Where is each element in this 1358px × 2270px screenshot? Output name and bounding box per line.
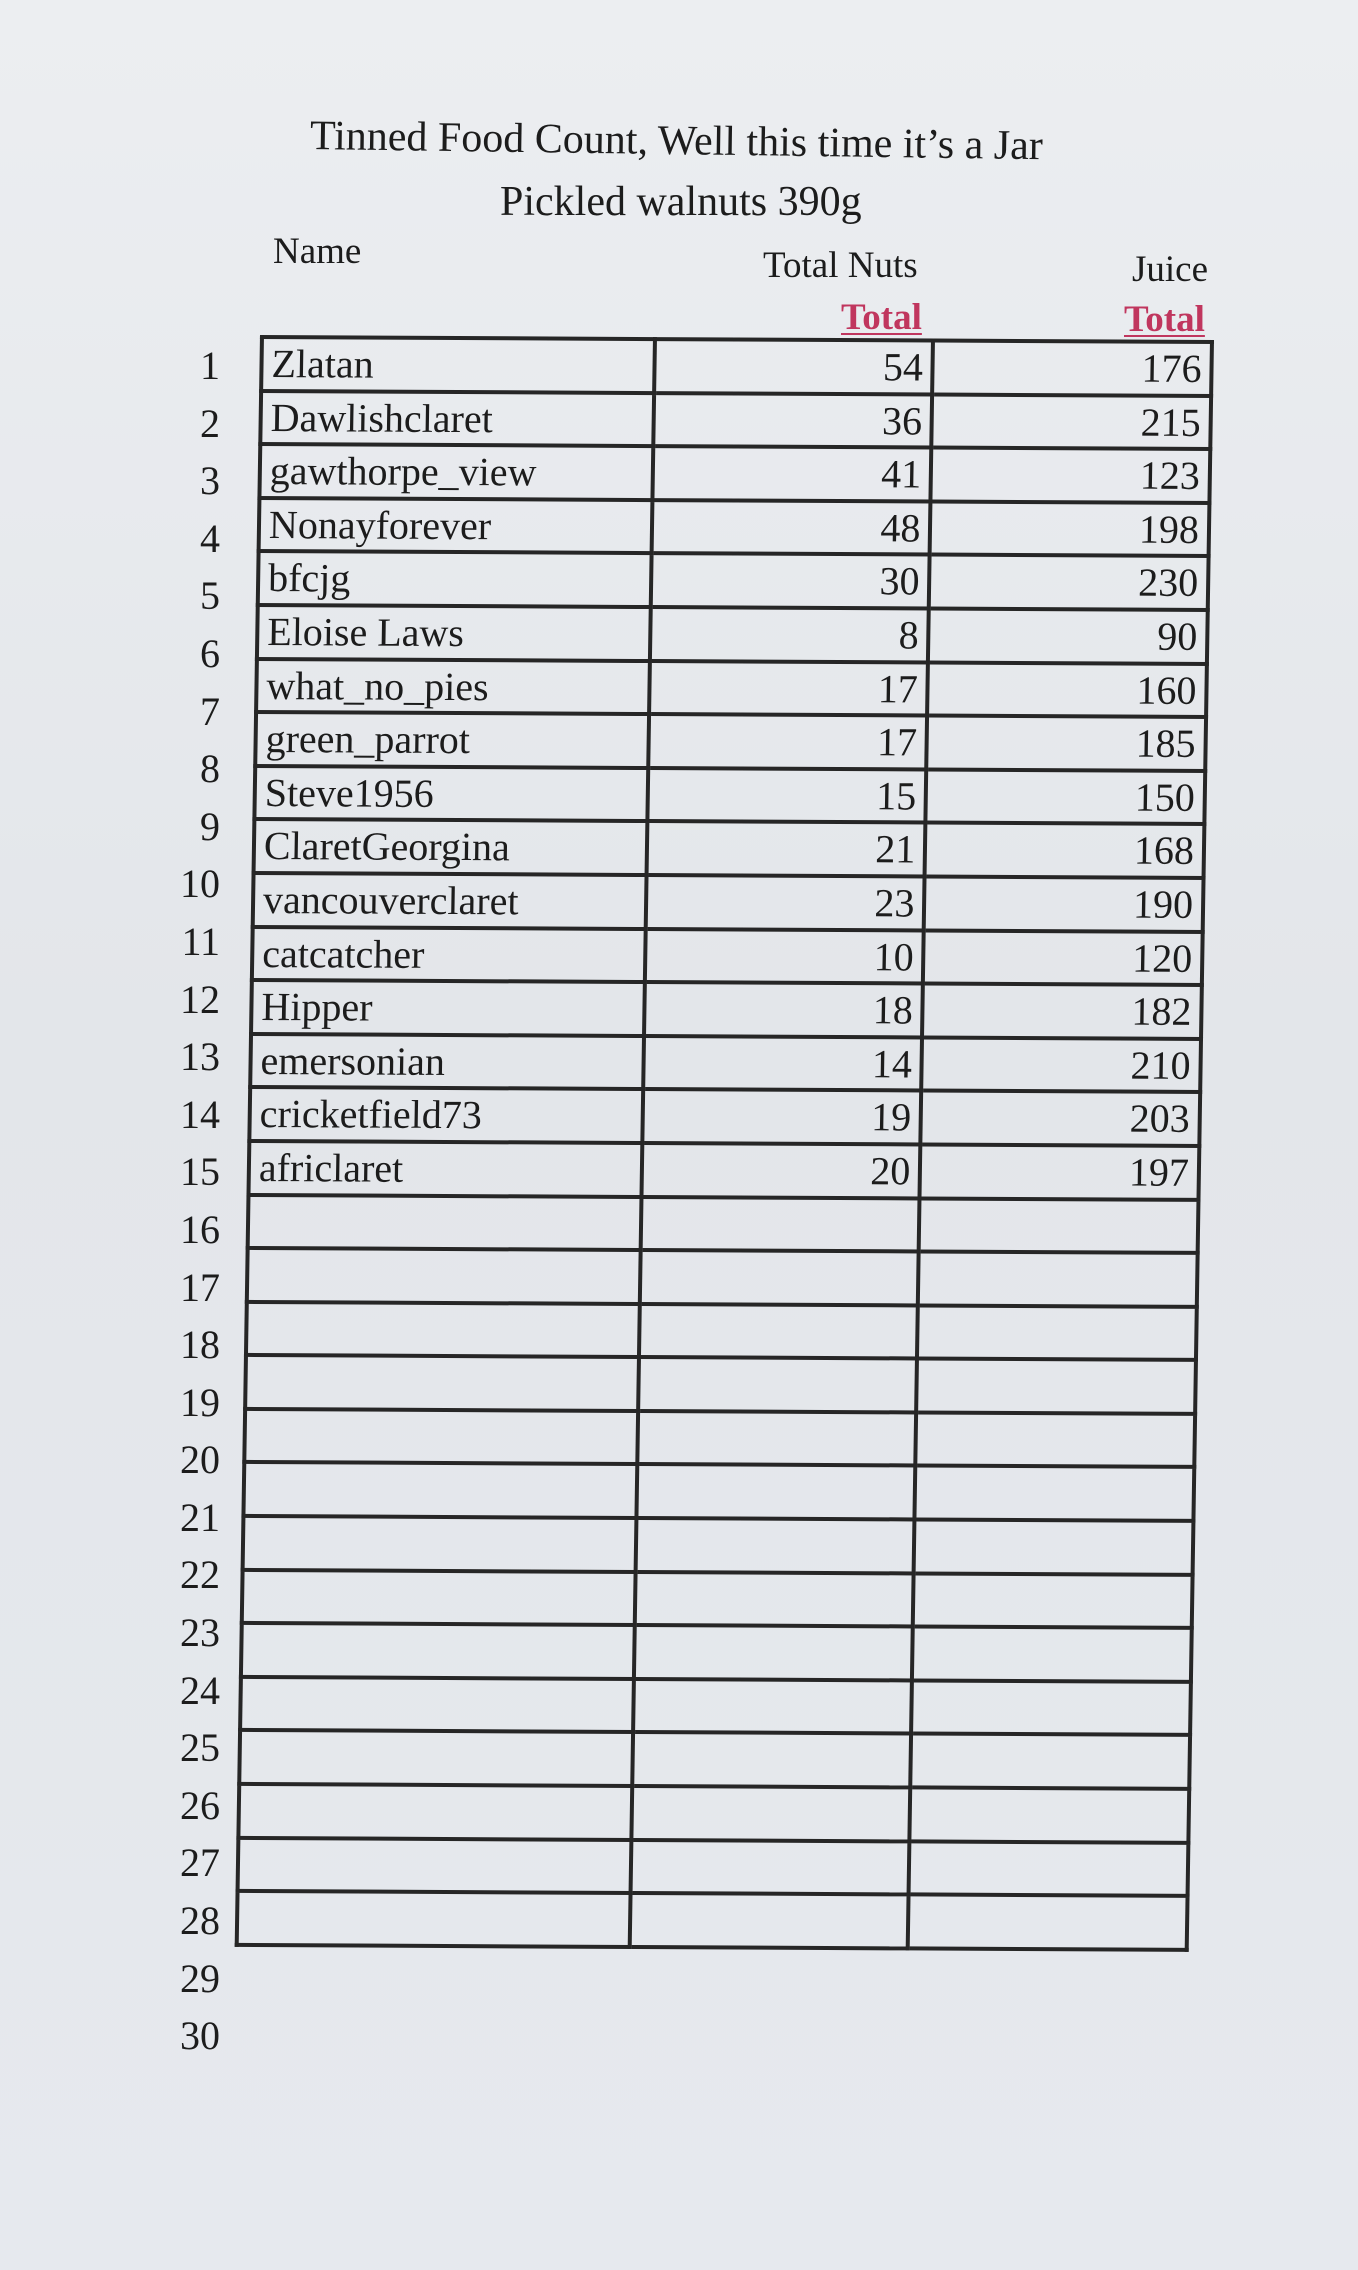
name-cell <box>239 1730 633 1786</box>
row-number: 19 <box>180 1379 220 1425</box>
juice-cell <box>911 1680 1190 1735</box>
row-number: 27 <box>180 1840 220 1886</box>
row-number: 24 <box>180 1667 220 1713</box>
juice-total-label: Total <box>1124 299 1205 340</box>
row-number: 26 <box>180 1782 220 1828</box>
juice-cell <box>911 1734 1190 1789</box>
juice-cell: 185 <box>927 716 1206 771</box>
row-number: 10 <box>180 861 220 907</box>
nuts-cell <box>638 1357 917 1412</box>
nuts-cell: 54 <box>654 339 933 394</box>
name-cell: bfcjg <box>258 551 652 607</box>
table-row <box>243 1516 1194 1575</box>
table-row <box>242 1570 1193 1629</box>
juice-cell: 215 <box>932 394 1211 449</box>
count-table <box>235 335 1214 1952</box>
table-row <box>257 605 1208 664</box>
row-number: 13 <box>180 1034 220 1080</box>
row-number: 6 <box>200 630 220 676</box>
nuts-cell <box>641 1197 920 1252</box>
row-number: 20 <box>180 1437 220 1483</box>
table-row <box>254 766 1205 825</box>
nuts-total-label: Total <box>841 297 922 338</box>
table-row <box>261 337 1212 396</box>
table-row <box>241 1623 1192 1682</box>
nuts-cell <box>637 1411 916 1466</box>
nuts-cell: 15 <box>648 768 927 823</box>
juice-cell <box>914 1520 1193 1575</box>
row-number: 17 <box>180 1264 220 1310</box>
document-title: Tinned Food Count, Well this time it’s a Jar <box>309 113 1044 170</box>
name-cell: what_no_pies <box>256 659 650 715</box>
row-number: 11 <box>181 918 220 964</box>
name-cell: Zlatan <box>261 337 655 393</box>
juice-cell <box>913 1573 1192 1628</box>
table-row <box>259 444 1210 503</box>
table-row <box>254 819 1205 878</box>
table-row <box>239 1730 1190 1789</box>
name-column-header: Name <box>273 231 362 272</box>
juice-cell <box>917 1359 1196 1414</box>
row-number: 12 <box>180 976 220 1022</box>
juice-cell <box>918 1252 1197 1307</box>
table-row <box>247 1248 1198 1307</box>
row-number-column <box>140 337 220 2065</box>
juice-cell <box>919 1198 1198 1253</box>
nuts-cell <box>633 1679 912 1734</box>
nuts-cell: 21 <box>647 821 926 876</box>
table-row <box>250 1034 1201 1093</box>
juice-cell: 90 <box>928 608 1207 663</box>
name-cell <box>242 1570 636 1626</box>
row-number: 2 <box>200 400 220 446</box>
name-cell: Nonayforever <box>259 498 653 554</box>
juice-cell <box>908 1895 1187 1950</box>
row-number: 30 <box>180 2013 220 2059</box>
name-cell: africlaret <box>248 1141 642 1197</box>
table-row <box>243 1462 1194 1521</box>
nuts-cell: 17 <box>648 714 927 769</box>
juice-cell <box>912 1627 1191 1682</box>
name-cell: Eloise Laws <box>257 605 651 661</box>
juice-cell <box>916 1412 1195 1467</box>
nuts-cell: 20 <box>642 1143 921 1198</box>
name-cell <box>243 1462 637 1518</box>
nuts-cell: 41 <box>653 446 932 501</box>
table-row <box>237 1891 1188 1950</box>
juice-cell: 123 <box>931 448 1210 503</box>
row-number: 28 <box>180 1898 220 1944</box>
table-row <box>246 1302 1197 1361</box>
nuts-cell <box>634 1625 913 1680</box>
name-cell: catcatcher <box>252 927 646 983</box>
nuts-cell: 36 <box>653 393 932 448</box>
table-row <box>238 1838 1189 1897</box>
name-cell <box>238 1838 632 1894</box>
table-row <box>256 659 1207 718</box>
table-row <box>244 1409 1195 1468</box>
table-row <box>252 927 1203 986</box>
row-number: 29 <box>180 1955 220 2001</box>
name-cell <box>238 1784 632 1840</box>
row-number: 9 <box>200 803 220 849</box>
table-row <box>251 980 1202 1039</box>
name-cell: emersonian <box>250 1034 644 1090</box>
name-cell <box>240 1677 634 1733</box>
row-number: 23 <box>180 1610 220 1656</box>
nuts-cell: 17 <box>649 661 928 716</box>
juice-cell <box>915 1466 1194 1521</box>
row-number: 5 <box>200 573 220 619</box>
nuts-cell <box>636 1518 915 1573</box>
name-cell <box>243 1516 637 1572</box>
name-cell <box>237 1891 631 1947</box>
nuts-cell <box>637 1464 916 1519</box>
juice-cell <box>909 1841 1188 1896</box>
juice-cell: 176 <box>933 341 1212 396</box>
juice-cell <box>910 1787 1189 1842</box>
nuts-cell: 19 <box>642 1089 921 1144</box>
name-cell <box>241 1623 635 1679</box>
juice-cell: 190 <box>924 876 1203 931</box>
row-number: 8 <box>200 746 220 792</box>
name-cell <box>246 1302 640 1358</box>
row-number: 3 <box>200 458 220 504</box>
name-cell <box>247 1248 641 1304</box>
table-row <box>260 391 1211 450</box>
name-cell: Steve1956 <box>254 766 648 822</box>
table-row <box>249 1087 1200 1146</box>
row-number: 18 <box>180 1322 220 1368</box>
juice-cell: 120 <box>923 930 1202 985</box>
nuts-cell: 10 <box>645 929 924 984</box>
name-cell <box>248 1194 642 1250</box>
table-row <box>258 551 1209 610</box>
name-cell: gawthorpe_view <box>259 444 653 500</box>
row-number: 14 <box>180 1091 220 1137</box>
juice-cell: 182 <box>922 984 1201 1039</box>
table-row <box>248 1194 1199 1253</box>
row-number: 15 <box>180 1149 220 1195</box>
nuts-cell <box>632 1732 911 1787</box>
table-row <box>245 1355 1196 1414</box>
table-row <box>253 873 1204 932</box>
name-cell: Dawlishclaret <box>260 391 654 447</box>
row-number: 21 <box>180 1494 220 1540</box>
nuts-cell: 8 <box>650 607 929 662</box>
name-cell: Hipper <box>251 980 645 1036</box>
juice-cell: 150 <box>926 769 1205 824</box>
row-number: 16 <box>180 1206 220 1252</box>
nuts-cell <box>632 1786 911 1841</box>
name-cell <box>244 1409 638 1465</box>
juice-cell: 198 <box>930 501 1209 556</box>
juice-cell: 197 <box>920 1144 1199 1199</box>
name-cell <box>245 1355 639 1411</box>
nuts-cell <box>631 1840 910 1895</box>
name-cell: green_parrot <box>255 712 649 768</box>
document-subtitle: Pickled walnuts 390g <box>500 179 862 225</box>
juice-column-header: Juice <box>1132 249 1209 290</box>
nuts-cell <box>630 1893 909 1948</box>
nuts-cell: 48 <box>652 500 931 555</box>
table-row <box>259 498 1210 557</box>
nuts-cell: 14 <box>643 1036 922 1091</box>
row-number: 4 <box>200 515 220 561</box>
nuts-cell <box>635 1572 914 1627</box>
juice-cell: 210 <box>922 1037 1201 1092</box>
nuts-cell: 23 <box>646 875 925 930</box>
nuts-cell <box>639 1304 918 1359</box>
juice-cell: 168 <box>925 823 1204 878</box>
juice-cell: 203 <box>921 1091 1200 1146</box>
name-cell: cricketfield73 <box>249 1087 643 1143</box>
juice-cell: 230 <box>929 555 1208 610</box>
nuts-cell: 30 <box>651 553 930 608</box>
row-number: 1 <box>200 343 220 388</box>
nuts-column-header: Total Nuts <box>763 245 918 286</box>
table-row <box>255 712 1206 771</box>
row-number: 25 <box>180 1725 220 1771</box>
nuts-cell: 18 <box>644 982 923 1037</box>
row-number: 22 <box>180 1552 220 1598</box>
table-row <box>248 1141 1199 1200</box>
juice-cell: 160 <box>927 662 1206 717</box>
name-cell: vancouverclaret <box>253 873 647 929</box>
row-number: 7 <box>200 688 220 734</box>
table-row <box>238 1784 1189 1843</box>
table-row <box>240 1677 1191 1736</box>
juice-cell <box>917 1305 1196 1360</box>
nuts-cell <box>640 1250 919 1305</box>
name-cell: ClaretGeorgina <box>254 819 648 875</box>
